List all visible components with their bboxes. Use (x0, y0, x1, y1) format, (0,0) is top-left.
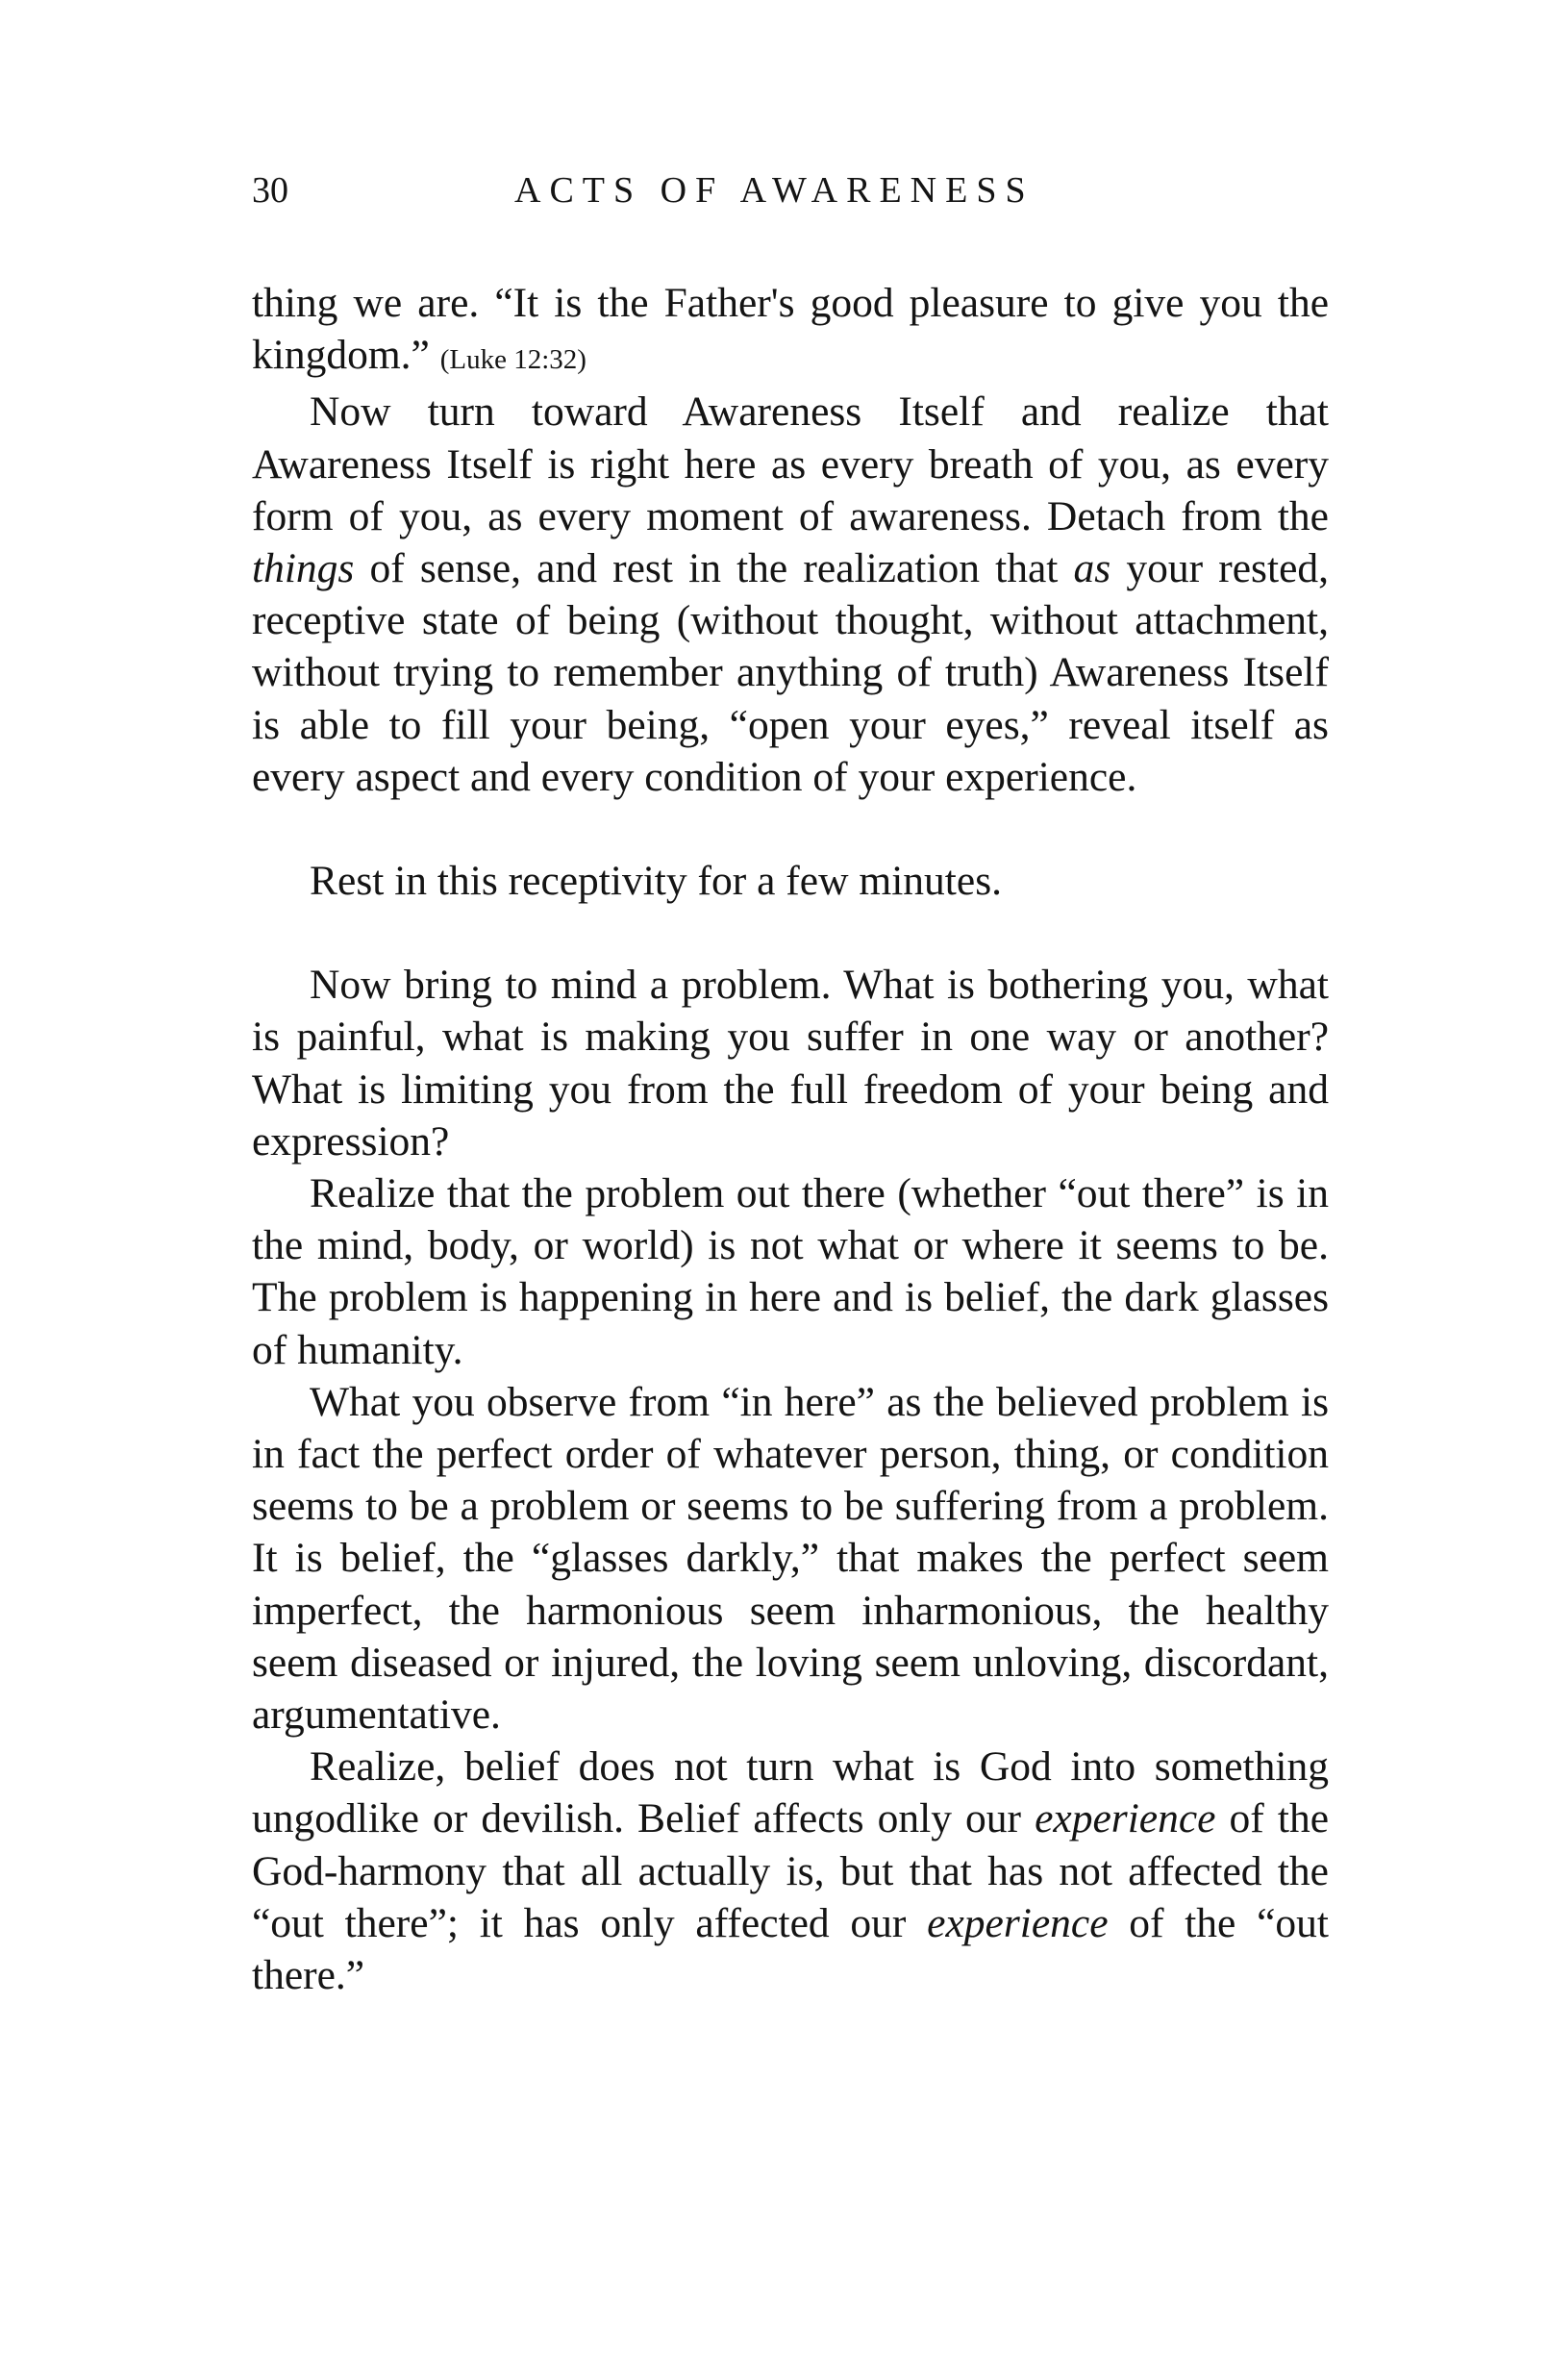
paragraph-5: Realize that the problem out there (whether “out there” is in the mind, body, or world) is not what or where it seems to be. The problem is happening in here and is belief, the dark glasses of humanity. (252, 1170, 1329, 1373)
emphasis-as: as (1073, 545, 1111, 592)
emphasis-experience-1: experience (1035, 1795, 1216, 1842)
page-number: 30 (252, 170, 288, 211)
scripture-citation: (Luke 12:32) (439, 344, 586, 376)
emphasis-experience-2: experience (927, 1899, 1109, 1946)
paragraph-7 (252, 1741, 1329, 2001)
paragraph-7-part-c: of the “out there.” (252, 1899, 1329, 1999)
paragraph-2 (252, 386, 1329, 803)
paragraph-3: Rest in this receptivity for a few minutes. (310, 858, 1003, 905)
running-head (252, 162, 1329, 219)
paragraph-2-part-a: Now turn toward Awareness Itself and realize that Awareness Itself is right here as every breath of you, as every form of you, as every moment of awareness. Detach from the (252, 388, 1329, 539)
running-title: ACTS OF AWARENESS (514, 170, 1035, 211)
paragraph-2-part-c: your rested, receptive state of being (without thought, without attachment, without trying to remember anything of truth) Awareness Itself is able to fill your being, “open your eyes,” reveal itself as every aspect and every condition of your experience. (252, 545, 1329, 800)
paragraph-1-text: thing we are. “It is the Father's good pleasure to give you the kingdom.” (252, 280, 1329, 379)
paragraph-7-part-a: Realize, belief does not turn what is God into something ungodlike or devilish. Belief affects only our (252, 1743, 1329, 1842)
emphasis-things: things (252, 545, 355, 592)
paragraph-4: Now bring to mind a problem. What is bothering you, what is painful, what is making you suffer in one way or another? What is limiting you from the full freedom of your being and expression? (252, 962, 1329, 1165)
paragraph-7-part-b: of the God-harmony that all actually is, but that has not affected the “out there”; it has only affected our (252, 1795, 1330, 1946)
paragraph-2-part-b: of sense, and rest in the realization that (354, 545, 1074, 592)
body-text (252, 277, 1329, 2001)
paragraph-1 (252, 277, 1329, 386)
paragraph-6: What you observe from “in here” as the believed problem is in fact the perfect order of whatever person, thing, or condition seems to be a problem or seems to be suffering from a problem. It is belief, the “glasses darkly,” that makes the perfect seem imperfect, the harmonious seem inharmonious, the healthy seem diseased or injured, the loving seem unloving, discordant, argumentative. (252, 1378, 1329, 1739)
